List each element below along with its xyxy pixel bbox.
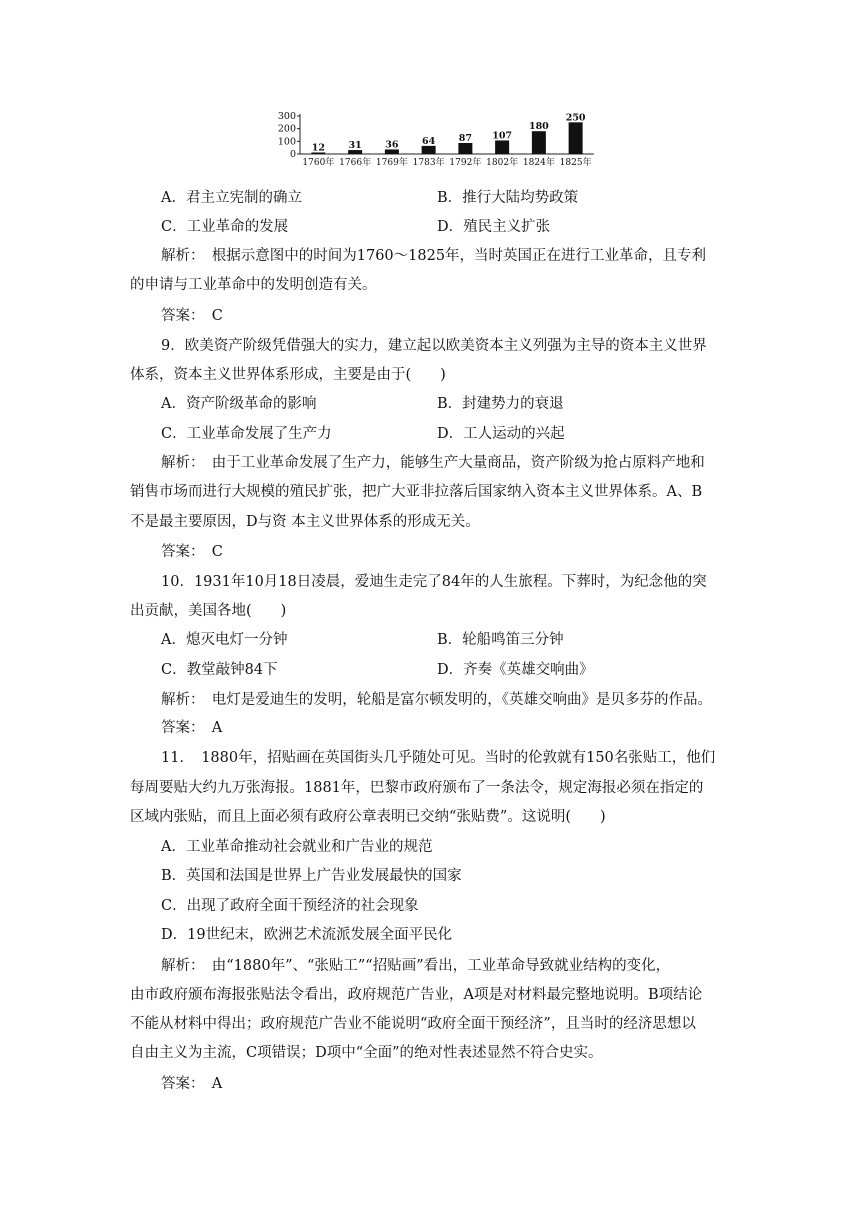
x-tick-label: 1825年 xyxy=(559,158,592,168)
q10-stem-line-2: 出贡献，美国各地( ) xyxy=(130,603,287,619)
q11-analysis-line-4: 自由主义为主流，C项错误；D项中“全面”的绝对性表述显然不符合史实。 xyxy=(130,1045,603,1061)
q11-option-d: D．19世纪末，欧洲艺术流派发展全面平民化 xyxy=(161,927,453,943)
q11-option-b: B．英国和法国是世界上广告业发展最快的国家 xyxy=(161,868,462,884)
q10-option-b: B．轮船鸣笛三分钟 xyxy=(437,632,564,648)
y-tick-label: 200 xyxy=(277,123,296,135)
q8-option-b: B．推行大陆均势政策 xyxy=(437,190,579,206)
q9-analysis-line-3: 不是最主要原因，D与资 本主义世界体系的形成无关。 xyxy=(130,514,480,530)
q8-option-d: D．殖民主义扩张 xyxy=(437,219,551,235)
q11-analysis-line-1: 解析： 由“1880年”、“张贴工”“招贴画”看出，工业革命导致就业结构的变化， xyxy=(161,958,671,974)
bar-value-label: 31 xyxy=(348,140,362,152)
q10-option-c: C．教堂敲钟84下 xyxy=(161,662,278,678)
q11-answer: 答案： A xyxy=(161,1076,223,1092)
q9-analysis-line-1: 解析： 由于工业革命发展了生产力，能够生产大量商品，资产阶级为抢占原料产地和 xyxy=(161,455,705,471)
q8-option-c: C．工业革命的发展 xyxy=(161,219,289,235)
q8-option-a: A．君主立宪制的确立 xyxy=(161,190,302,206)
bar-value-label: 36 xyxy=(385,139,399,151)
q11-analysis-line-2: 由市政府颁布海报张贴法令看出，政府规范广告业，A项是对材料最完整地说明。B项结论 xyxy=(130,987,703,1003)
bar-3 xyxy=(422,146,436,154)
q9-stem-line-2: 体系，资本主义世界体系形成，主要是由于( ) xyxy=(130,367,446,383)
bar-4 xyxy=(458,143,472,154)
q9-option-b: B．封建势力的衰退 xyxy=(437,396,564,412)
x-tick-label: 1792年 xyxy=(449,158,482,168)
patent-bar-chart xyxy=(272,108,602,174)
x-tick-label: 1824年 xyxy=(522,158,555,168)
x-tick-label: 1766年 xyxy=(339,158,372,168)
q10-option-d: D．齐奏《英雄交响曲》 xyxy=(437,662,594,678)
q10-option-a: A．熄灭电灯一分钟 xyxy=(161,632,288,648)
bar-5 xyxy=(495,140,509,154)
bar-chart-svg xyxy=(272,108,602,174)
bar-7 xyxy=(569,122,583,154)
q11-stem-line-1: 11． 1880年，招贴画在英国街头几乎随处可见。当时的伦敦就有150名张贴工，他们 xyxy=(161,750,716,766)
bar-value-label: 87 xyxy=(458,132,472,144)
bar-value-label: 180 xyxy=(528,121,549,133)
bar-value-label: 107 xyxy=(492,130,513,142)
bar-value-label: 250 xyxy=(565,112,586,124)
q8-analysis-line-1: 解析： 根据示意图中的时间为1760～1825年，当时英国正在进行工业革命，且专利 xyxy=(161,248,707,264)
q9-option-c: C．工业革命发展了生产力 xyxy=(161,426,332,442)
x-tick-label: 1802年 xyxy=(486,158,519,168)
q10-answer: 答案： A xyxy=(161,720,223,736)
q11-option-a: A．工业革命推动社会就业和广告业的规范 xyxy=(161,839,433,855)
q10-stem-line-1: 10．1931年10月18日凌晨，爱迪生走完了84年的人生旅程。下葬时，为纪念他的突 xyxy=(161,574,707,590)
y-tick-label: 0 xyxy=(289,149,296,160)
bar-value-label: 64 xyxy=(422,135,436,147)
y-tick-label: 100 xyxy=(277,136,296,148)
bar-value-label: 12 xyxy=(311,142,325,154)
q10-analysis-line-1: 解析： 电灯是爱迪生的发明，轮船是富尔顿发明的，《英雄交响曲》是贝多芬的作品。 xyxy=(161,692,712,708)
x-tick-label: 1783年 xyxy=(412,158,445,168)
bar-6 xyxy=(532,131,546,154)
x-tick-label: 1769年 xyxy=(375,158,408,168)
q11-stem-line-3: 区域内张贴，而且上面必须有政府公章表明已交纳“张贴费”。这说明( ) xyxy=(130,809,606,825)
q9-option-a: A．资产阶级革命的影响 xyxy=(161,396,317,412)
q11-option-c: C．出现了政府全面干预经济的社会现象 xyxy=(161,898,419,914)
q9-option-d: D．工人运动的兴起 xyxy=(437,426,565,442)
y-tick-label: 300 xyxy=(277,111,296,122)
q8-analysis-line-2: 的申请与工业革命中的发明创造有关。 xyxy=(130,277,377,293)
q9-answer: 答案： C xyxy=(161,544,223,560)
q11-analysis-line-3: 不能从材料中得出；政府规范广告业不能说明“政府全面干预经济”，且当时的经济思想以 xyxy=(130,1016,696,1032)
q9-analysis-line-2: 销售市场而进行大规模的殖民扩张，把广大亚非拉落后国家纳入资本主义世界体系。A、B xyxy=(130,484,703,500)
x-tick-label: 1760年 xyxy=(302,158,335,168)
q11-stem-line-2: 每周要贴大约九万张海报。1881年，巴黎市政府颁布了一条法令，规定海报必须在指定的 xyxy=(130,780,704,796)
q9-stem-line-1: 9．欧美资产阶级凭借强大的实力，建立起以欧美资本主义列强为主导的资本主义世界 xyxy=(161,338,707,354)
q8-answer: 答案： C xyxy=(161,308,223,324)
